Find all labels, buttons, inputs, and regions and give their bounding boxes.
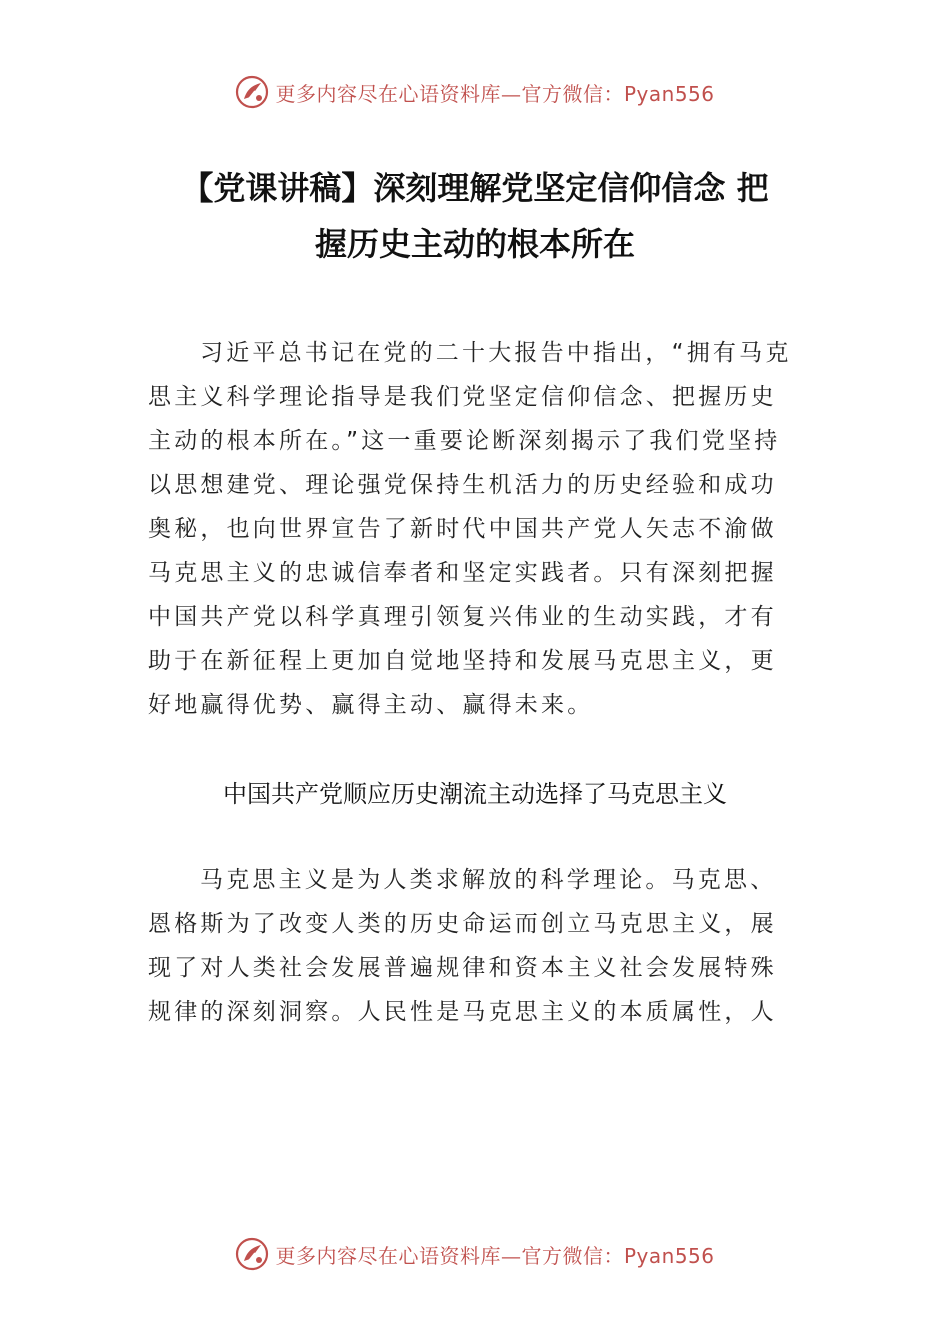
text-line: 恩格斯为了改变人类的历史命运而创立马克思主义，展 xyxy=(148,911,777,937)
logo-icon xyxy=(235,1237,269,1271)
text-line: 以思想建党、理论强党保持生机活力的历史经验和成功 xyxy=(148,472,777,498)
header-watermark xyxy=(0,70,950,114)
text-line: 助于在新征程上更加自觉地坚持和发展马克思主义，更 xyxy=(148,648,777,674)
title-line-1: 【党课讲稿】深刻理解党坚定信仰信念 把 xyxy=(181,169,769,207)
section-heading: 中国共产党顺应历史潮流主动选择了马克思主义 xyxy=(223,780,727,808)
title-line-2: 握历史主动的根本所在 xyxy=(314,225,635,263)
text-line: 习近平总书记在党的二十大报告中指出，“拥有马克 xyxy=(200,340,792,366)
text-line: 现了对人类社会发展普遍规律和资本主义社会发展特殊 xyxy=(148,955,777,981)
text-line: 好地赢得优势、赢得主动、赢得未来。 xyxy=(148,692,594,718)
text-line: 主动的根本所在。”这一重要论断深刻揭示了我们党坚持 xyxy=(148,428,781,454)
footer-watermark xyxy=(0,1232,950,1276)
text-line: 思主义科学理论指导是我们党坚定信仰信念、把握历史 xyxy=(148,384,777,410)
text-line: 规律的深刻洞察。人民性是马克思主义的本质属性，人 xyxy=(148,999,777,1025)
page-title xyxy=(120,160,830,272)
text-line: 马克思主义的忠诚信奉者和坚定实践者。只有深刻把握 xyxy=(148,560,777,586)
text-line: 中国共产党以科学真理引领复兴伟业的生动实践，才有 xyxy=(148,604,777,630)
paragraph-intro xyxy=(148,331,808,727)
text-line: 马克思主义是为人类求解放的科学理论。马克思、 xyxy=(200,867,777,893)
watermark-text: 更多内容尽在心语资料库—官方微信：Pyan556 xyxy=(275,1243,715,1268)
text-line: 奥秘，也向世界宣告了新时代中国共产党人矢志不渝做 xyxy=(148,516,777,542)
logo-icon xyxy=(235,75,269,109)
watermark-text: 更多内容尽在心语资料库—官方微信：Pyan556 xyxy=(275,81,715,106)
paragraph-section-1 xyxy=(148,858,808,1034)
